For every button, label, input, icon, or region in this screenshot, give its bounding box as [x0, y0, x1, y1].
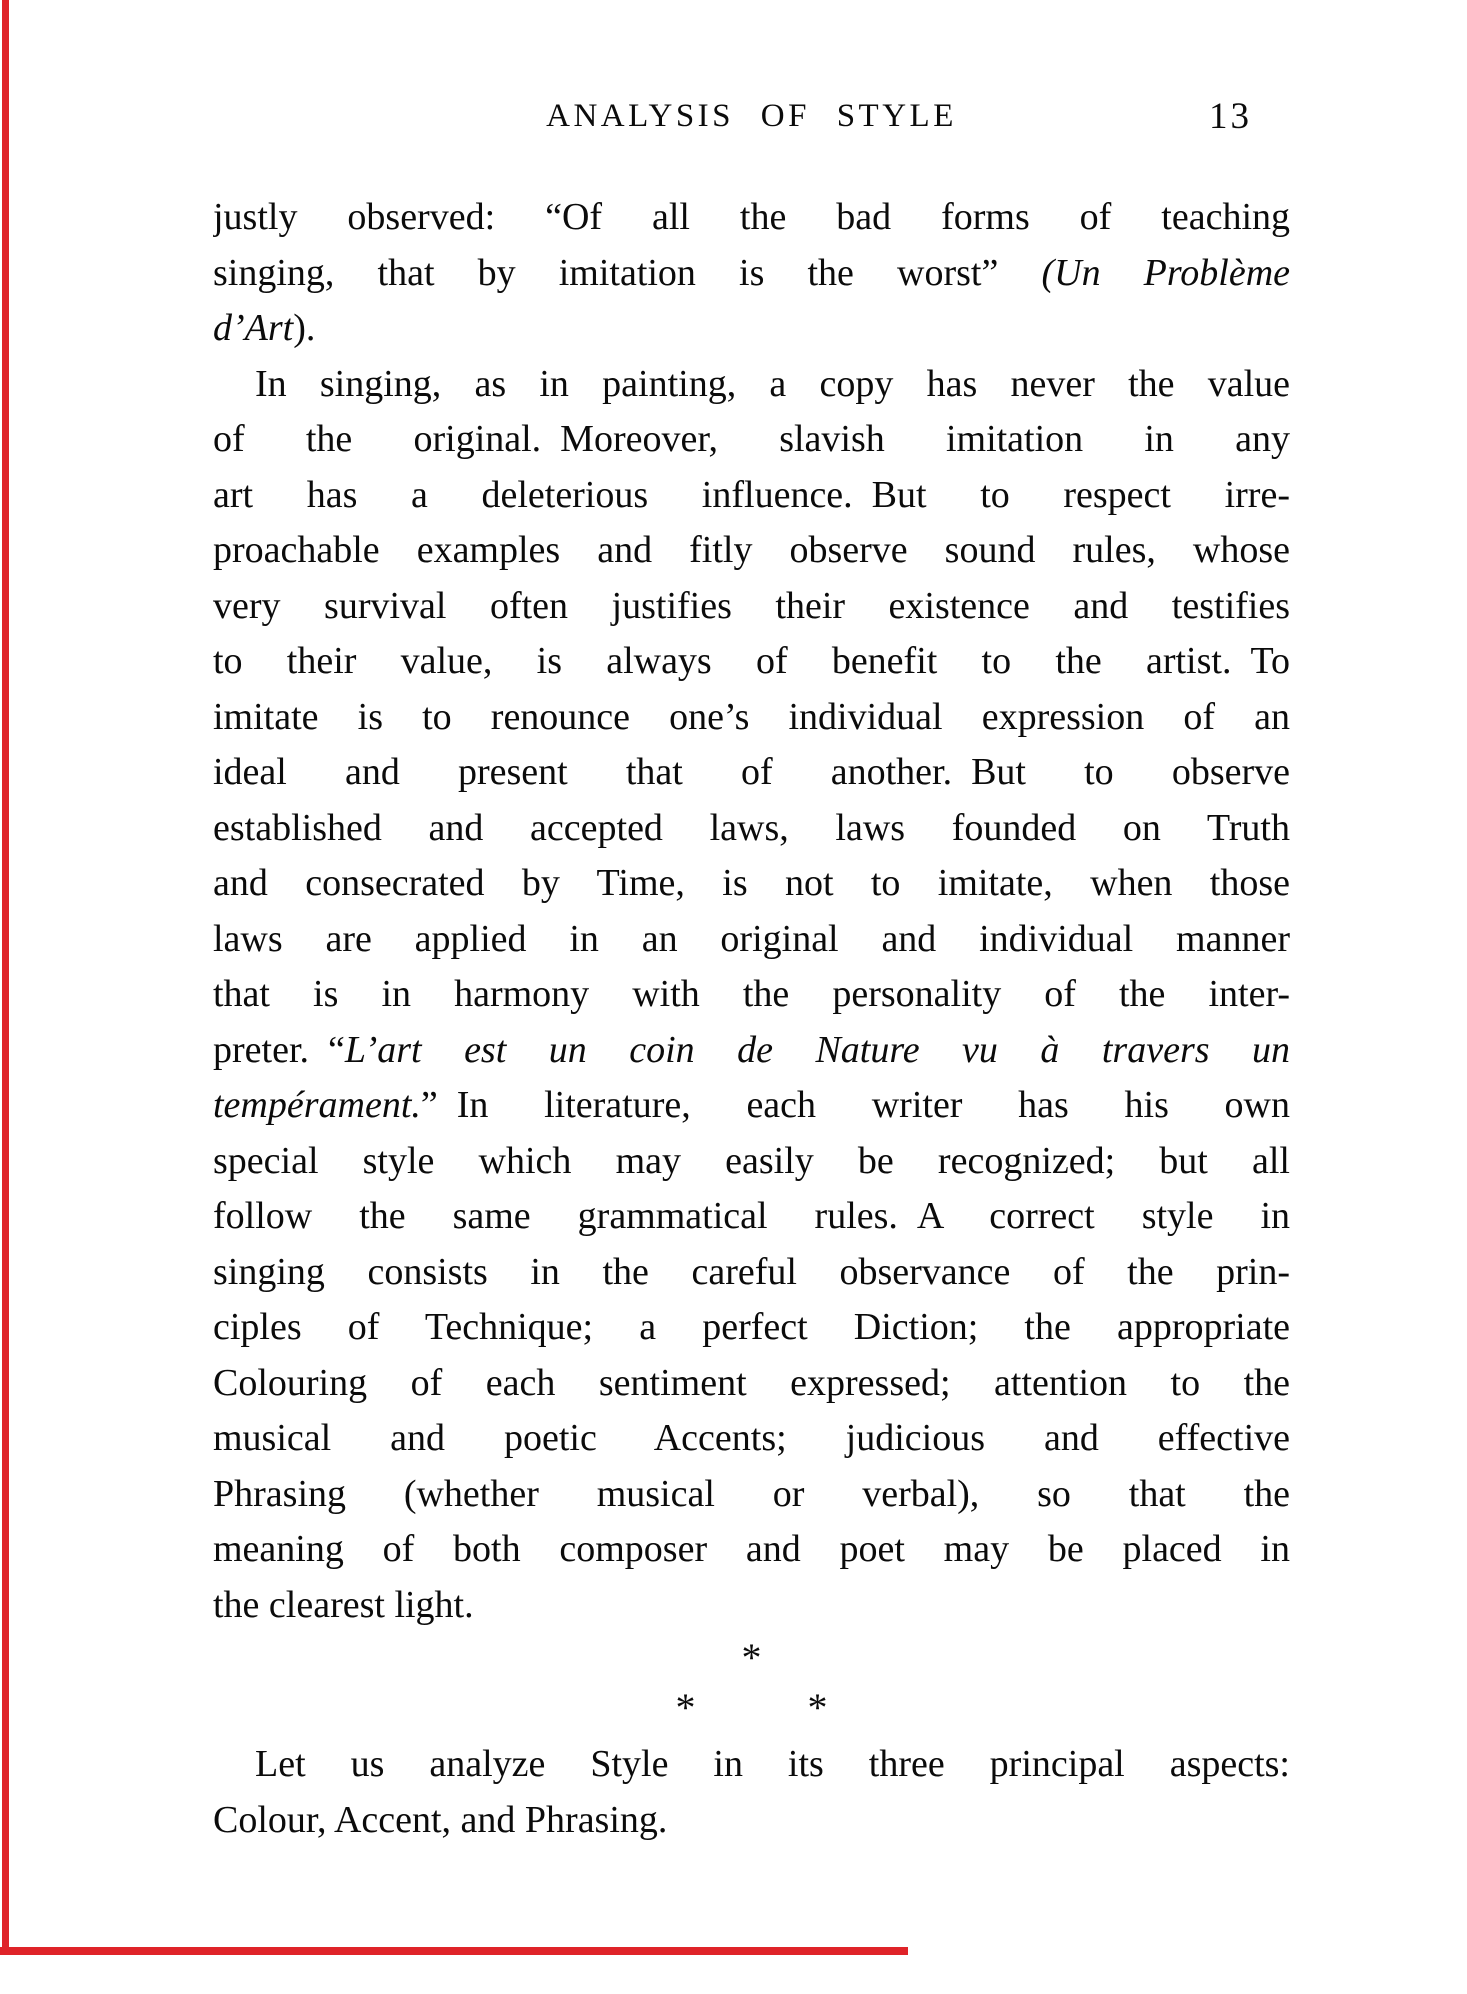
page-title: ANALYSIS OF STYLE: [546, 98, 957, 134]
text-line: Colour, Accent, and Phrasing.: [213, 1798, 668, 1841]
page-text: [213, 190, 1290, 1848]
text-line: laws are applied in an original and individual manner: [213, 917, 1290, 960]
text-line: and consecrated by Time, is not to imitate, when those: [213, 862, 1290, 904]
asterisk-row-top: [213, 1633, 1290, 1683]
text-line: ciples of Technique; a perfect Diction; the appropriate: [213, 1306, 1290, 1348]
text-line: follow the same grammatical rules. A correct style in: [213, 1195, 1290, 1237]
page-number: 13: [1209, 96, 1252, 137]
text-line: art has a deleterious influence. But to respect irre-: [213, 473, 1290, 516]
text-line: to their value, is always of benefit to the artist. To: [213, 640, 1290, 682]
text-line: very survival often justifies their existence and testifies: [213, 584, 1290, 627]
text-line: singing consists in the careful observance of the prin-: [213, 1250, 1290, 1293]
text-line: meaning of both composer and poet may be placed in: [213, 1528, 1290, 1570]
text-line: ideal and present that of another. But to observe: [213, 751, 1290, 793]
running-header: [213, 98, 1290, 146]
text-line: preter. “L’art est un coin de Nature vu à travers un: [213, 1028, 1290, 1071]
text-line: d’Art).: [213, 307, 316, 349]
paragraph-1: [213, 190, 1290, 357]
text-line: proachable examples and fitly observe sound rules, whose: [213, 529, 1290, 571]
paragraph-3: [213, 1737, 1290, 1848]
paragraph-2: [213, 357, 1290, 1634]
asterisk: *: [741, 1635, 762, 1680]
asterisk: *: [807, 1685, 828, 1730]
text-line: of the original. Moreover, slavish imitation in any: [213, 418, 1290, 460]
text-line: In singing, as in painting, a copy has never the value: [255, 362, 1290, 405]
red-edge-line-left: [2, 0, 9, 1954]
text-line: established and accepted laws, laws founded on Truth: [213, 806, 1290, 849]
red-edge-line-bottom: [0, 1947, 908, 1955]
text-line: special style which may easily be recognized; but all: [213, 1139, 1290, 1182]
text-line: the clearest light.: [213, 1583, 474, 1626]
text-line: singing, that by imitation is the worst” (Un Problème: [213, 251, 1290, 294]
text-line: musical and poetic Accents; judicious and effective: [213, 1417, 1290, 1459]
text-line: Let us analyze Style in its three principal aspects:: [255, 1743, 1290, 1785]
text-line: that is in harmony with the personality of the inter-: [213, 973, 1290, 1015]
asterisk: *: [675, 1685, 696, 1730]
text-line: justly observed: “Of all the bad forms of teaching: [213, 196, 1290, 238]
text-line: Phrasing (whether musical or verbal), so that the: [213, 1472, 1290, 1515]
asterisk-separator: [213, 1633, 1290, 1733]
text-line: tempérament.” In literature, each writer has his own: [213, 1084, 1290, 1126]
asterisk-row-bottom: [213, 1683, 1290, 1733]
text-line: imitate is to renounce one’s individual expression of an: [213, 695, 1290, 738]
text-line: Colouring of each sentiment expressed; attention to the: [213, 1361, 1290, 1404]
